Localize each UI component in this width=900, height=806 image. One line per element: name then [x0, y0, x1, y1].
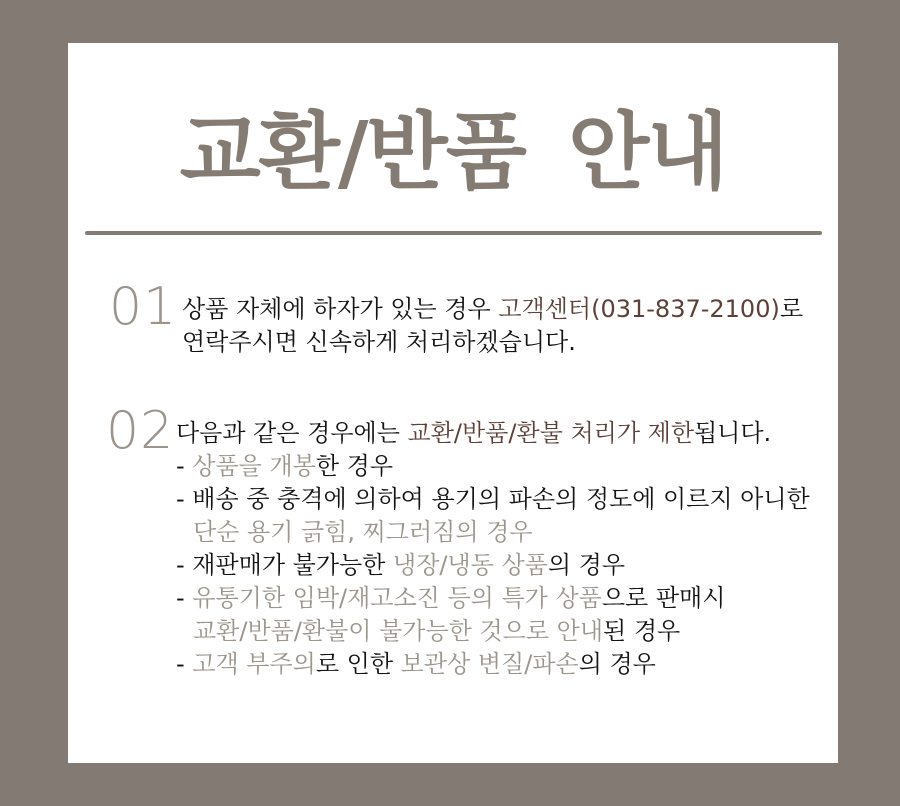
- text-segment: 단순 용기 긁힘, 찌그러짐의 경우: [193, 518, 533, 546]
- text-segment: 냉장/냉동 상품: [393, 551, 548, 579]
- text-segment: -: [176, 452, 193, 480]
- text-segment: 다음과 같은 경우에는: [176, 419, 408, 447]
- text-segment: 된 경우: [603, 617, 681, 645]
- text-segment: 연락주시면 신속하게 처리하겠습니다.: [182, 328, 576, 356]
- text-segment: 상품 자체에 하자가 있는 경우: [182, 295, 499, 323]
- bullet-line: [176, 450, 810, 483]
- text-segment: 상품을 개봉: [192, 452, 316, 480]
- text-line: [176, 417, 810, 450]
- text-segment: 로 인한: [315, 650, 401, 678]
- notice-card: [68, 43, 838, 763]
- text-segment: 교환/반품/환불이 불가능한 것으로 안내: [193, 617, 604, 645]
- item-number-01: 01: [109, 277, 178, 337]
- text-segment: 됩니다.: [694, 419, 772, 447]
- restriction-highlight: 교환/반품/환불 처리가 제한: [407, 419, 694, 447]
- text-line: [182, 293, 803, 326]
- text-segment: 한 경우: [315, 452, 394, 480]
- text-segment: - 재판매가 불가능한: [176, 551, 394, 579]
- item-number-02: 02: [106, 401, 175, 461]
- bullet-line: [176, 549, 810, 582]
- text-line: [182, 326, 803, 359]
- text-segment: 로: [779, 295, 804, 323]
- text-segment: 의 경우: [547, 551, 626, 579]
- text-segment: 보관상 변질/파손: [400, 650, 579, 678]
- text-segment: -: [176, 584, 193, 612]
- bullet-continuation-line: [176, 615, 810, 648]
- item-text-01: [182, 293, 803, 359]
- notice-title: 교환/반품 안내: [179, 103, 727, 201]
- bullet-continuation-line: [176, 516, 810, 549]
- text-segment: 의 경우: [578, 650, 656, 678]
- bullet-line: [176, 483, 810, 516]
- text-segment: 으로 판매시: [601, 584, 726, 612]
- text-segment: 유통기한 임박/재고소진 등의 특가 상품: [192, 584, 602, 612]
- text-segment: 고객 부주의: [192, 650, 316, 678]
- bullet-line: [176, 582, 810, 615]
- phone-number-highlight: 고객센터(031-837-2100): [498, 295, 780, 323]
- text-segment: - 배송 중 충격에 의하여 용기의 파손의 정도에 이르지 아니한: [176, 485, 810, 513]
- title-divider: [85, 231, 822, 235]
- text-segment: -: [176, 650, 193, 678]
- bullet-line: [176, 648, 810, 681]
- item-text-02: [176, 417, 810, 681]
